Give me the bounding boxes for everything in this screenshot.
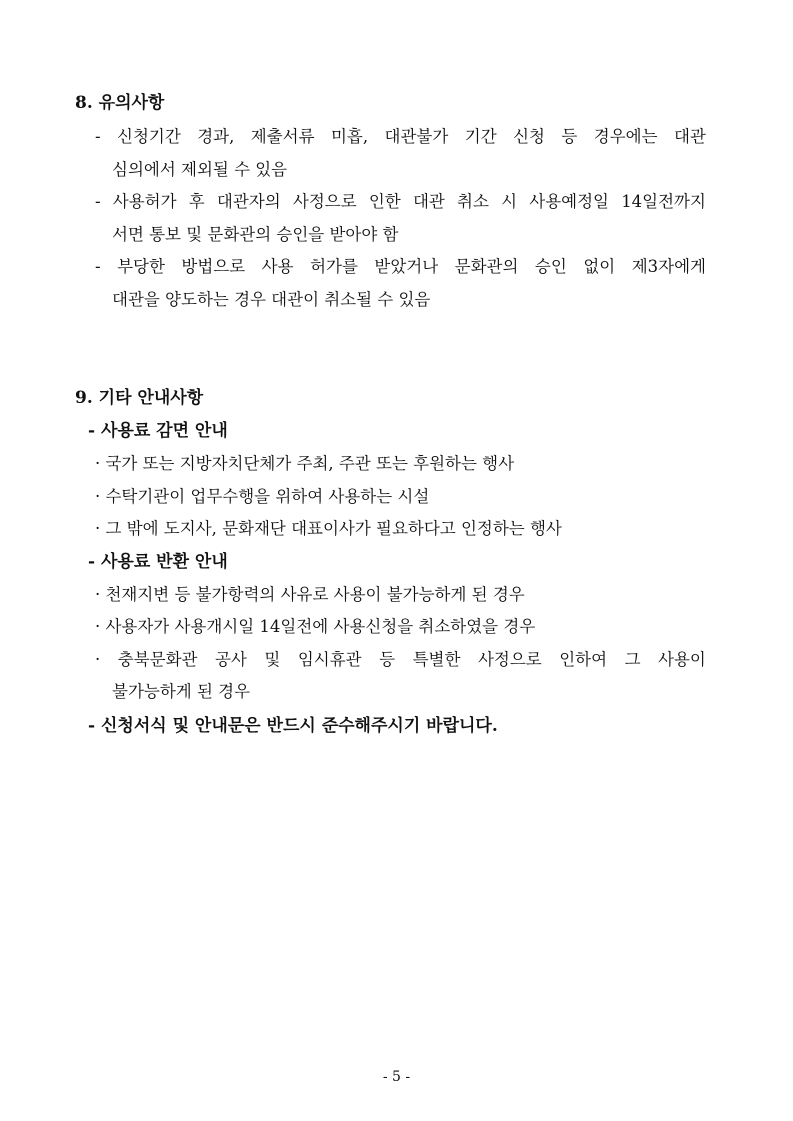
word: 대관자의 [216, 192, 281, 211]
reduction-title: - 사용료 감면 안내 [88, 421, 228, 441]
refund-item-3-line-2: 불가능하게 된 경우 [112, 682, 251, 701]
word: 사정으로 [477, 650, 542, 669]
page-number: - 5 - [382, 1069, 411, 1085]
word: 취소 [457, 192, 489, 211]
word: 14일전까지 [621, 192, 706, 211]
word: 임시휴관 [297, 650, 362, 669]
word: 받았거나 [374, 257, 439, 276]
word: 경과, [197, 127, 235, 146]
word: 충북문화관 [117, 650, 198, 669]
word: 사용이 [658, 650, 706, 669]
word: 등 [561, 127, 578, 146]
reduction-item-1: · 국가 또는 지방자치단체가 주최, 주관 또는 후원하는 행사 [95, 454, 515, 473]
word: 및 [264, 650, 281, 669]
word: 특별한 [412, 650, 461, 669]
word: 미흡, [330, 127, 369, 146]
word: - [95, 257, 101, 276]
word: 문화관의 [454, 257, 519, 276]
word: 방법으로 [181, 257, 246, 276]
notice-item-3-line-1 [95, 256, 706, 278]
word: 허가를 [310, 257, 358, 276]
notice-item-3-line-2: 대관을 양도하는 경우 대관이 취소될 수 있음 [112, 290, 431, 309]
word: 등 [379, 650, 396, 669]
word: 부당한 [117, 257, 165, 276]
word: 사용 [261, 257, 294, 276]
closing-note: - 신청서식 및 안내문은 반드시 준수해주시기 바랍니다. [88, 716, 498, 736]
notice-item-1-line-2: 심의에서 제외될 수 있음 [112, 160, 288, 179]
word: 신청 [513, 127, 545, 146]
word: 경우에는 [593, 127, 658, 146]
word: 사용허가 [112, 192, 177, 211]
refund-title: - 사용료 반환 안내 [88, 552, 228, 572]
word: 기간 [464, 127, 497, 146]
word: 제출서류 [250, 127, 315, 146]
word: - [95, 192, 101, 211]
word: 대관 [412, 192, 445, 211]
word: 사용예정일 [529, 192, 609, 211]
word: - [95, 127, 101, 146]
reduction-item-2: · 수탁기관이 업무수행을 위하여 사용하는 시설 [95, 487, 430, 506]
word: 시 [501, 192, 518, 211]
word: 승인 [534, 257, 567, 276]
notice-item-1-line-1 [95, 126, 706, 148]
section-8-heading: 8. 유의사항 [75, 93, 165, 113]
reduction-item-3: · 그 밖에 도지사, 문화재단 대표이사가 필요하다고 인정하는 행사 [95, 519, 562, 538]
refund-item-2: · 사용자가 사용개시일 14일전에 사용신청을 취소하였을 경우 [95, 617, 536, 636]
word: 공사 [214, 650, 247, 669]
word: 그 [624, 650, 641, 669]
notice-item-2-line-2: 서면 통보 및 문화관의 승인을 받아야 함 [112, 225, 399, 244]
word: 후 [188, 192, 205, 211]
refund-item-1: · 천재지변 등 불가항력의 사유로 사용이 불가능하게 된 경우 [95, 585, 525, 604]
word: 인한 [368, 192, 401, 211]
section-9-heading: 9. 기타 안내사항 [75, 388, 204, 408]
notice-item-2-line-1 [95, 191, 706, 213]
word: 인하여 [559, 650, 608, 669]
word: 제3자에게 [631, 257, 706, 276]
word: 대관 [674, 127, 706, 146]
word: · [95, 650, 101, 669]
word: 없이 [583, 257, 616, 276]
word: 신청기간 [117, 127, 181, 146]
word: 대관불가 [384, 127, 449, 146]
word: 사정으로 [292, 192, 357, 211]
refund-item-3-line-1 [95, 649, 706, 671]
